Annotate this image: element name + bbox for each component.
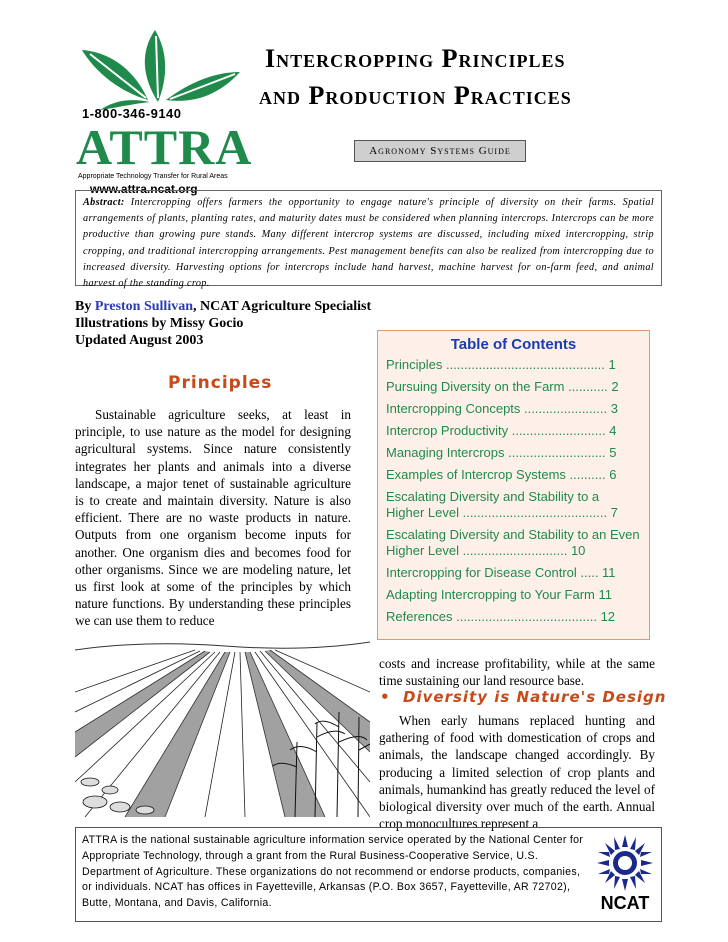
toc-item-pursuing-diversity[interactable]: Pursuing Diversity on the Farm ........... 2 — [386, 379, 619, 394]
principles-paragraph — [75, 406, 351, 630]
author-last-name[interactable]: Sullivan — [143, 299, 193, 314]
updated-date: Updated August 2003 — [75, 333, 204, 348]
author-first-name[interactable]: Preston — [94, 299, 141, 314]
illustrator: Illustrations by Missy Gocio — [75, 316, 244, 331]
toc-item-disease-control[interactable]: Intercropping for Disease Control ..... 11 — [386, 565, 616, 580]
diversity-paragraph — [379, 712, 655, 832]
principles-text: Sustainable agriculture seeks, at least in principle, to use nature as the model for designing agricultural systems. Since nature consistently integrates her plants and animals into a diverse landscape, a major tenet of sustainable agriculture is to create and maintain diversity. Nature is also efficient. There are no waste products in nature. Outputs from one organism become inputs for another. One organism dies and becomes food for other organisms. Since we are modeling nature, let us first look at some of the principles by which nature functions. By understanding these principles we can use them to reduce — [75, 407, 351, 629]
brand-name: ATTRA — [76, 119, 253, 175]
abstract-label: Abstract: — [83, 197, 125, 208]
principles-heading: Principles — [168, 373, 273, 393]
abstract-text: Intercropping offers farmers the opportunity to engage nature's principle of diversity on their farms. Spatial arrangements of plants, planting rates, and maturity dates must be considered when planning intercrops. Intercrops can be more productive than growing pure stands. Many different intercrop systems are discussed, including mixed intercropping, strip cropping, and traditional intercropping arrangements. Pest management benefits can also be realized from intercropping due to increased diversity. Harvesting options for intercrops include hand harvest, machine harvest for on-farm feed, and animal harvest of the standing crop. — [83, 197, 654, 290]
footer-box — [75, 827, 662, 922]
website-url[interactable]: www.attra.ncat.org — [90, 182, 198, 196]
sun-icon — [594, 833, 656, 893]
series-label: Agronomy Systems Guide — [354, 140, 526, 162]
toc-item-higher-level[interactable]: Escalating Diversity and Stability to a Higher Level ........................................ 7 — [386, 489, 618, 520]
bullet-icon: • — [380, 688, 391, 706]
toc-item-examples[interactable]: Examples of Intercrop Systems .......... 6 — [386, 467, 617, 482]
title-line-2: and Production Practices — [259, 81, 572, 110]
byline-by: By — [75, 299, 95, 314]
toc-item-principles[interactable]: Principles ............................................ 1 — [386, 357, 616, 372]
toc-item-even-higher-level[interactable]: Escalating Diversity and Stability to an Even Higher Level ............................. 10 — [386, 527, 640, 558]
toc-item-intercrop-productivity[interactable]: Intercrop Productivity .......................... 4 — [386, 423, 617, 438]
ncat-label: NCAT — [600, 893, 650, 913]
intercrop-field-illustration — [75, 632, 370, 817]
phone-number: 1-800-346-9140 — [82, 106, 182, 121]
toc-item-managing-intercrops[interactable]: Managing Intercrops ........................... 5 — [386, 445, 617, 460]
diversity-heading — [380, 688, 666, 706]
right-intro-paragraph: costs and increase profitability, while at the same time sustaining our land resource base. — [379, 656, 655, 689]
diversity-text: When early humans replaced hunting and gathering of food with domestication of crops and animals, the landscape changed accordingly. By producing a limited selection of crop plants and animals, humankind has greatly reduced the level of biological diversity over much of the earth. Annual crop monocultures represent a — [379, 713, 655, 832]
ncat-logo — [594, 833, 656, 917]
toc-item-adapting[interactable]: Adapting Intercropping to Your Farm 11 — [386, 587, 612, 602]
title-line-1: Intercropping Principles — [265, 44, 566, 73]
byline — [75, 298, 371, 349]
toc-item-intercropping-concepts[interactable]: Intercropping Concepts ....................... 3 — [386, 401, 618, 416]
diversity-heading-text: Diversity is Nature's Design — [403, 688, 667, 706]
abstract-box — [75, 190, 662, 290]
brand-tagline: Appropriate Technology Transfer for Rural Areas — [78, 173, 228, 180]
leaf-icon — [70, 22, 250, 112]
toc-item-references[interactable]: References ....................................... 12 — [386, 609, 616, 624]
toc-title: Table of Contents — [450, 336, 577, 353]
table-of-contents — [377, 330, 650, 640]
attra-logo — [70, 22, 253, 196]
footer-text: ATTRA is the national sustainable agriculture information service operated by the National Center for Appropriate Technology, through a grant from the Rural Business-Cooperative Service, U.S. Department of Agriculture. These organizations do not recommend or endorse products, companies, or individuals. NCAT has offices in Fayetteville, Arkansas (P.O. Box 3657, Fayetteville, AR 72702), Butte, Montana, and Davis, California. — [82, 834, 584, 910]
author-role: , NCAT Agriculture Specialist — [193, 299, 372, 314]
